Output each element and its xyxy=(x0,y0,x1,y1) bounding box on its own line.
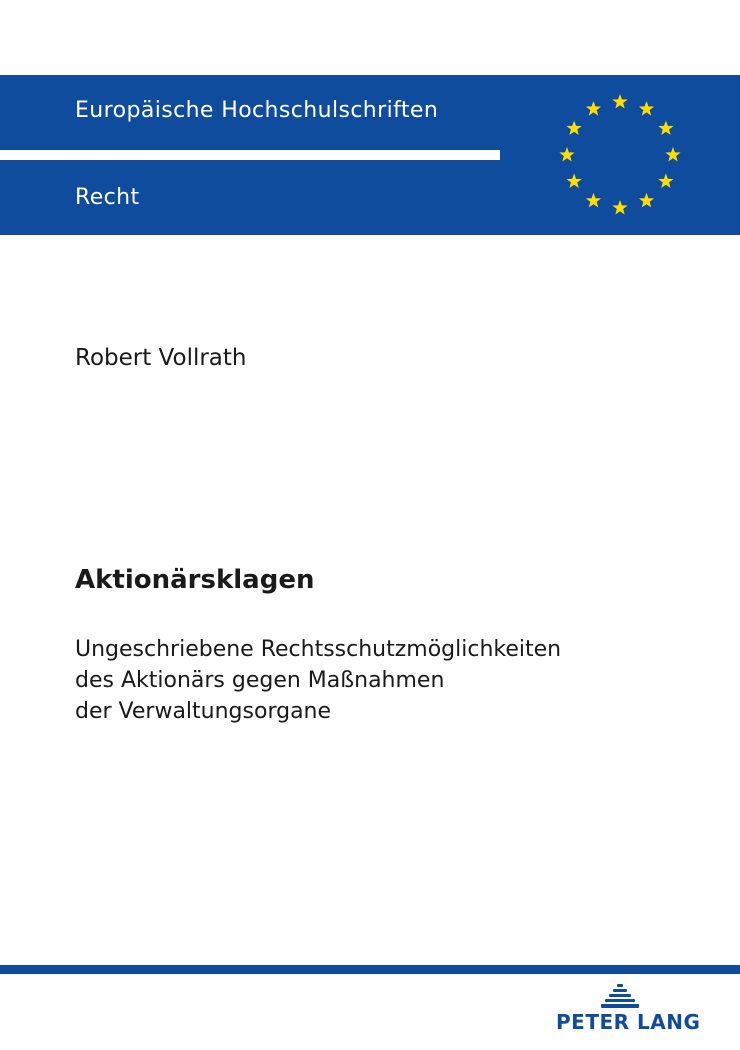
author-name: Robert Vollrath xyxy=(75,345,247,371)
eu-star-icon xyxy=(586,193,601,207)
eu-star-icon xyxy=(586,101,601,115)
eu-star-icon xyxy=(612,94,627,108)
book-subtitle xyxy=(75,634,561,727)
series-name: Europäische Hochschulschriften xyxy=(75,98,439,123)
eu-star-circle-icon xyxy=(545,80,695,230)
subtitle-line: der Verwaltungsorgane xyxy=(75,699,332,724)
series-divider xyxy=(0,150,500,160)
eu-star-icon xyxy=(639,101,654,115)
eu-star-icon xyxy=(639,193,654,207)
eu-star-icon xyxy=(612,200,627,214)
book-title: Aktionärsklagen xyxy=(75,565,315,595)
eu-star-icon xyxy=(559,147,574,161)
subtitle-line: Ungeschriebene Rechtsschutzmöglichkeiten xyxy=(75,637,562,662)
eu-star-icon xyxy=(566,121,581,135)
eu-star-icon xyxy=(566,174,581,188)
eu-star-icon xyxy=(658,174,673,188)
series-subject: Recht xyxy=(75,185,140,210)
peter-lang-logo-icon xyxy=(600,982,640,1010)
footer-divider xyxy=(0,965,740,974)
eu-star-icon xyxy=(658,121,673,135)
eu-star-icon xyxy=(665,147,680,161)
publisher-name: PETER LANG xyxy=(556,1010,701,1034)
subtitle-line: des Aktionärs gegen Maßnahmen xyxy=(75,668,445,693)
